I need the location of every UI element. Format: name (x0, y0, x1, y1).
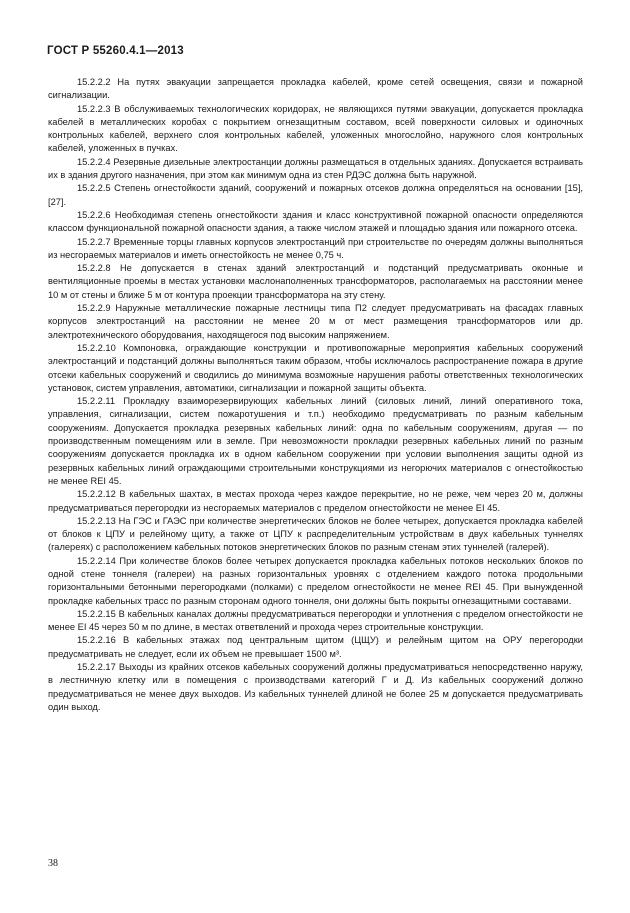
paragraph-15-2-2-12: 15.2.2.12 В кабельных шахтах, в местах прохода через каждое перекрытие, но не реже, чем через 20 м, должны предусматриваться перегородки из несгораемых материалов с пределом огнестойкости не менее EI 45. (48, 489, 583, 513)
paragraph-15-2-2-13: 15.2.2.13 На ГЭС и ГАЭС при количестве энергетических блоков не более четырех, допускается прокладка кабелей от блоков к ЦПУ и релейному щиту, а также от ЦПУ к распределительным устройствам в двух кабельных туннелях (галереях) с расположением кабельных потоков энергетических блоков по разным стенам этих туннелей (галерей). (48, 515, 583, 553)
paragraph-15-2-2-11: 15.2.2.11 Прокладку взаиморезервирующих кабельных линий (силовых линий, линий оперативного тока, управления, сигнализации, систем пожаротушения и т.п.) необходимо предусматривать по разным кабельным сооружениям. Допускается прокладка резервных кабельных линий: одна по кабельным сооружениям, другая — по производственным помещениям или в земле. При невозможности прокладки резервных кабельных линий по разным сооружениям допускается прокладка их в одном кабельном сооружении при условии выполнения защиты одной из резервных кабельных линий ограждающими строительными конструкциями из негорючих материалов с огнестойкостью не менее REI 45. (48, 396, 583, 486)
paragraph-15-2-2-4: 15.2.2.4 Резервные дизельные электростанции должны размещаться в отдельных зданиях. Допускается встраивать их в здания другого назначения, при этом как минимум одна из стен РДЭС должна быть наружной. (48, 156, 583, 181)
paragraph-15-2-2-8: 15.2.2.8 Не допускается в стенах зданий электростанций и подстанций предусматривать оконные и вентиляционные проемы в местах установки маслонаполненных трансформаторов, располагаемых на расстоянии менее 10 м от стены и ближе 5 м от контура проекции трансформатора на эту стену. (48, 263, 583, 300)
paragraph-15-2-2-10: 15.2.2.10 Компоновка, ограждающие конструкции и противопожарные мероприятия кабельных сооружений электростанций и подстанций должны выполняться таким образом, чтобы исключалось распространение пожара в другие отсеки кабельных сооружений и сводились до минимума возможные нарушения работы ответственных технологических установок, систем управления, автоматики, сигнализации и пожарной защиты объекта. (48, 342, 583, 393)
paragraph-15-2-2-6: 15.2.2.6 Необходимая степень огнестойкости здания и класс конструктивной пожарной опасности определяются классом функциональной пожарной опасности здания, а также числом этажей и площадью здания или пожарного отсека. (48, 209, 583, 234)
paragraph-15-2-2-17: 15.2.2.17 Выходы из крайних отсеков кабельных сооружений должны предусматриваться непосредственно наружу, в лестничную клетку или в помещения с производствами категорий Г и Д. Из кабельных сооружений должно предусматриваться не менее двух выходов. Из кабельных туннелей длиной не более 25 м допускается предусматривать один выход. (48, 662, 583, 712)
paragraph-15-2-2-3: 15.2.2.3 В обслуживаемых технологических коридорах, не являющихся путями эвакуации, допускается прокладка кабелей в металлических коробах с покрытием огнезащитным составом, всей поверхности силовых и одиночных контрольных кабелей, верхнего слоя контрольных кабелей, уложенных многослойно, наружного слоя контрольных кабелей, уложенных в пучках. (48, 103, 583, 154)
paragraph-15-2-2-2: 15.2.2.2 На путях эвакуации запрещается прокладка кабелей, кроме сетей освещения, связи и пожарной сигнализации. (48, 77, 583, 101)
page-number: 38 (48, 858, 58, 869)
paragraph-15-2-2-15: 15.2.2.15 В кабельных каналах должны предусматриваться перегородки и уплотнения с пределом огнестойкости не менее EI 45 через 50 м по длине, в местах ответвлений и прохода через строительные конструкции. (48, 608, 583, 633)
document-header: ГОСТ Р 55260.4.1—2013 (47, 45, 184, 57)
paragraph-15-2-2-5: 15.2.2.5 Степень огнестойкости зданий, сооружений и пожарных отсеков должна определяться на основании [15], [27]. (48, 183, 583, 207)
paragraph-15-2-2-14: 15.2.2.14 При количестве блоков более четырех допускается прокладка кабельных потоков нескольких блоков по одной стене тоннеля (галереи) на разных горизонтальных уровнях с отделением каждого потока продольными горизонтальными бетонными перегородками (полками) с пределом огнестойкости не менее REI 45. При вынужденной прокладке кабельных трасс по разным сторонам одного тоннеля, они должны быть покрыты огнезащитными составами. (48, 555, 583, 606)
paragraph-15-2-2-9: 15.2.2.9 Наружные металлические пожарные лестницы типа П2 следует предусматривать на фасадах главных корпусов электростанций на расстоянии не менее 20 м от мест размещения трансформаторов или др. электротехнического оборудования, находящегося под высоким напряжением. (48, 303, 583, 340)
paragraph-15-2-2-7: 15.2.2.7 Временные торцы главных корпусов электростанций при строительстве по очередям должны выполняться из несгораемых материалов и иметь огнестойкость не менее 0,75 ч. (48, 236, 583, 260)
paragraph-15-2-2-16: 15.2.2.16 В кабельных этажах под центральным щитом (ЦЩУ) и релейным щитом на ОРУ перегородки предусматривать не следует, если их объем не превышает 1500 м³. (48, 635, 583, 659)
document-body (48, 76, 583, 714)
